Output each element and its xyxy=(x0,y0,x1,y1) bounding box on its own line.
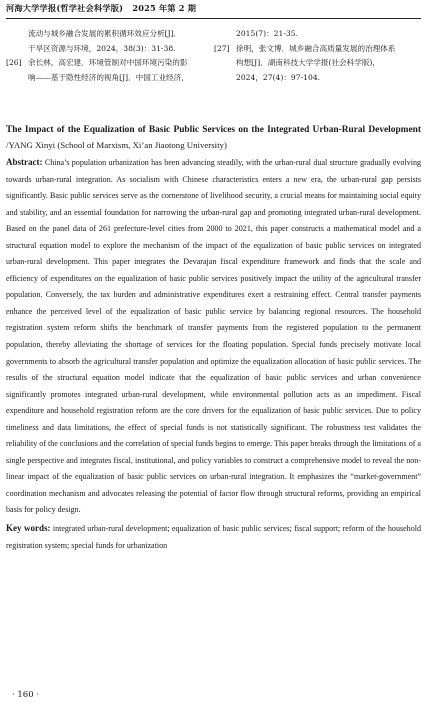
references-right-column xyxy=(214,27,424,85)
english-abstract-section xyxy=(6,122,421,554)
reference-line: 2024，27(4)：97-104. xyxy=(236,72,321,82)
reference-line: 干旱区资源与环境，2024，38(3)：31-38. xyxy=(28,43,176,53)
paper-title xyxy=(6,122,421,154)
abstract-label: Abstract: xyxy=(6,157,43,167)
journal-name: 河海大学学报(哲学社会科学版) xyxy=(6,3,124,13)
abstract-text: China’s population urbanization has been advancing steadily, with the urban-rural dual structure gradually evolving towards urban-rural integration. As socialism with Chinese characteristics enters a new era, the urban-rural gap persists significantly. Basic public services serve as the cornerstone of livelihood security, a crucial means for maintaining social equity and stability, and an essential foundation for narrowing the urban-rural gap and promoting integrated urban-rural development. Based on the panel data of 261 prefecture-level cities from 2000 to 2021, this paper constructs a mathematical model and a structural equation model to explore the mechanism of the impact of the equalization of basic public services on integrated urban-rural development. This paper integrates the Devarajan fiscal expenditure framework and finds that the scale and efficiency of expenditures on the equalization of basic public services positively impact the utility of the agricultural transfer population. Conversely, the tax burden and administrative expenditures exert a restraining effect. Central transfer payments enhance the perceived level of the equalization of basic public service by balancing regional resources. The household registration system reform shifts the benchmark of transfer payments from the registered population to the permanent population, thereby alleviating the shortage of services for the floating population. Special funds precisely motivate local governments to absorb the agricultural transfer population and optimize the equalization allocation of basic public services. The results of the structural equation model indicate that the equalization of basic public services and urban convenience significantly promotes integrated urban-rural development, while environmental pollution acts as an impediment. Fiscal expenditure and household registration reform are the core drivers for the equalization of basic public services. Due to policy timeliness and data limitations, the effect of special funds is not statistically significant. The robustness test validates the reliability of the conclusions and the correlation of special funds begins to emerge. This paper breaks through the limitations of a single perspective and integrates fiscal, institutional, and policy variables to construct a comprehensive model to reveal the non-linear impact of the equalization of basic public services on urban-rural integration. It emphasizes the “market-government” coordination mechanism and advocates releasing the potential of factor flow through structural reforms, providing an empirical basis for policy design. xyxy=(6,158,421,515)
keywords-label: Key words: xyxy=(6,523,51,534)
reference-line: [27] 徐明，张文博．城乡融合高质量发展的治理体系 xyxy=(214,42,424,57)
reference-line: [26] 余长林，高宏建．环境管制对中国环境污染的影 xyxy=(6,56,211,71)
abstract-paragraph xyxy=(6,154,421,519)
issue-label: 2025 年第 2 期 xyxy=(132,3,197,13)
author-affiliation: /YANG Xinyi (School of Marxism, Xi’an Jiaotong University) xyxy=(6,140,227,150)
keywords-text: integrated urban-rural development; equalization of basic public services; fiscal support; reform of the household registration system; special funds for urbanization xyxy=(6,524,421,550)
reference-line: 2015(7)：21-35. xyxy=(236,29,298,38)
running-header xyxy=(6,3,421,17)
reference-line: 响——基于隐性经济的视角[J]．中国工业经济， xyxy=(28,72,189,82)
references-left-column xyxy=(6,27,211,85)
keywords-paragraph xyxy=(6,520,421,554)
reference-number: [26] xyxy=(6,58,22,67)
reference-number: [27] xyxy=(214,43,230,53)
header-divider xyxy=(6,18,421,19)
page-number: · 160 · xyxy=(12,690,40,700)
paper-title-text: The Impact of the Equalization of Basic Public Services on the Integrated Urban-Rural Development xyxy=(6,125,421,135)
reference-line: 流动与城乡融合发展的累积循环效应分析[J]． xyxy=(28,29,182,38)
reference-line: 构想[J]．湖南科技大学学报(社会科学版)， xyxy=(236,58,380,67)
